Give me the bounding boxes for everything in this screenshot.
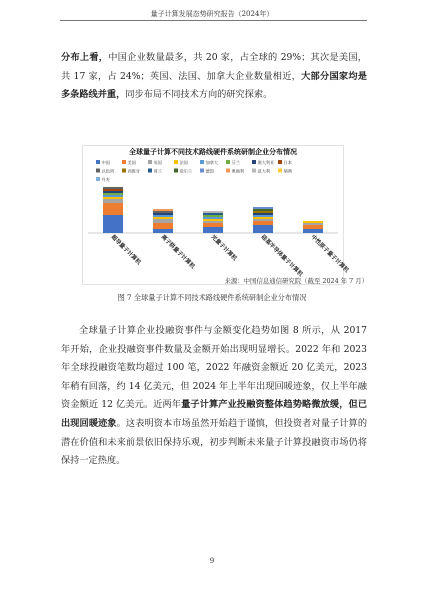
distribution-chart (82, 145, 350, 285)
paragraph-text: 。这表明资本市场虽然开始趋于谨慎，但投资者对量子计算的潜在价值和未来前景依旧保持乐观，初步判断未来量子计算投融资市场仍将保持一定热度。 (61, 417, 368, 467)
paragraph-investment (61, 322, 367, 471)
figure-caption: 图 7 全球量子计算不同技术路线硬件系统研制企业分布情况 (117, 293, 307, 302)
chart-title: 全球量子计算不同技术路线硬件系统研制企业分布情况 (129, 148, 297, 156)
bar-segment (103, 195, 123, 197)
bar-segment (153, 223, 173, 229)
bar-segment (153, 211, 173, 213)
legend-label: 日本 (283, 159, 292, 165)
bar-segment (253, 225, 273, 233)
bar-segment (103, 199, 123, 203)
legend-label: 英国 (153, 159, 162, 165)
legend-swatch (226, 169, 230, 173)
legend-swatch (96, 177, 100, 181)
page-header: 量子计算发展态势研究报告（2024年） (150, 10, 274, 18)
category-label: 硅基半导体量子计算机 (259, 234, 304, 278)
bar-segment (303, 221, 323, 223)
legend-swatch (252, 160, 256, 164)
bar-segment (203, 213, 223, 215)
source-note: 来源：中国信息通信研究院（截至 2024 年 7 月） (224, 277, 368, 285)
bar-segment (203, 221, 223, 223)
bar-segment (203, 219, 223, 221)
legend-swatch (278, 160, 282, 164)
bar-segment (103, 193, 123, 195)
legend-swatch (96, 169, 100, 173)
legend-swatch (96, 160, 100, 164)
legend-label: 澳大利亚 (257, 159, 275, 165)
legend-swatch (148, 169, 152, 173)
legend-swatch (200, 160, 204, 164)
bar-segment (253, 211, 273, 213)
legend-label: 丹麦 (101, 176, 110, 182)
paragraph-emphasis-bold: 量子计算产业投融资整体趋势略微放缓，但已出现回暖迹象 (61, 399, 368, 429)
category-label: 超导量子计算机 (109, 234, 142, 267)
bar-segment (103, 187, 123, 189)
bar-segment (103, 197, 123, 199)
bar-segment (153, 209, 173, 211)
bar-segment (203, 223, 223, 227)
bar-segment (203, 227, 223, 233)
paragraph-text: 中国企业数量最多，共 20 家，占全球的 29%；其次是美国，共 17 家，占 24%；英国、法国、加拿大企业数量相近， (61, 52, 367, 82)
bar-segment (103, 189, 123, 191)
bar-segment (203, 211, 223, 213)
bar-segment (153, 219, 173, 223)
category-label: 光量子计算机 (209, 234, 238, 263)
bar-segment (203, 217, 223, 219)
legend-label: 意大利 (257, 168, 271, 174)
bar-segment (253, 217, 273, 219)
bar-segment (303, 225, 323, 229)
bar-segment (253, 209, 273, 211)
legend-swatch (122, 160, 126, 164)
bar-segment (103, 203, 123, 215)
paragraph-distribution (61, 49, 367, 105)
legend-swatch (148, 160, 152, 164)
bar-segment (253, 221, 273, 225)
bar-segment (253, 213, 273, 215)
legend-label: 法国 (179, 159, 188, 165)
legend-label: 爱尔兰 (179, 168, 193, 174)
header-divider (60, 20, 367, 21)
legend-label: 奥地利 (231, 168, 245, 174)
legend-label: 荷兰 (153, 168, 162, 174)
stacked-bar-chart (82, 145, 350, 285)
legend-label: 中国 (101, 159, 110, 165)
paragraph-text: 全球量子计算企业投融资事件与金额变化趋势如图 8 所示，从 2017 年开始，企业投融资事件数量及金额开始出现明显增长。2022 年和 2023 年全球投融资笔数均超过 100 笔，2022 年融资金额近 20 亿美元，2023 年稍有回落，约 14 亿美元，但 2024 年上半年出现回暖迹象，仅上半年融资金额近 12 亿美元。近两年 (61, 325, 367, 411)
page-number: 9 (209, 557, 215, 565)
paragraph-text: 同步布局不同技术方向的研究探索。 (125, 89, 273, 101)
bar-segment (153, 229, 173, 233)
legend-swatch (278, 169, 282, 173)
category-label: 中性原子量子计算机 (309, 234, 350, 275)
bar-segment (153, 215, 173, 217)
bar-segment (303, 229, 323, 233)
bar-segment (153, 213, 173, 215)
legend-swatch (174, 160, 178, 164)
bar-segment (103, 215, 123, 233)
legend-label: 瑞典 (283, 168, 292, 174)
bar-segment (203, 215, 223, 217)
legend-label: 德国 (205, 168, 214, 174)
bar-segment (103, 191, 123, 193)
legend-swatch (226, 160, 230, 164)
legend-swatch (200, 169, 204, 173)
legend-label: 美国 (127, 159, 136, 165)
legend-label: 加拿大 (205, 159, 219, 165)
paragraph-lead-bold: 分布上看， (61, 52, 109, 63)
bar-segment (253, 219, 273, 221)
legend-swatch (174, 169, 178, 173)
legend-label: 芬兰 (231, 159, 240, 165)
category-label: 离子阱量子计算机 (159, 234, 196, 271)
legend-label: 以色列 (101, 168, 115, 174)
legend-swatch (252, 169, 256, 173)
paragraph-emphasis-bold: 大部分国家均是多条路线并重， (61, 70, 367, 101)
bar-segment (153, 217, 173, 219)
legend-label: 西班牙 (127, 168, 141, 174)
legend-swatch (122, 169, 126, 173)
bar-segment (253, 207, 273, 209)
bar-segment (303, 223, 323, 225)
bar-segment (253, 215, 273, 217)
